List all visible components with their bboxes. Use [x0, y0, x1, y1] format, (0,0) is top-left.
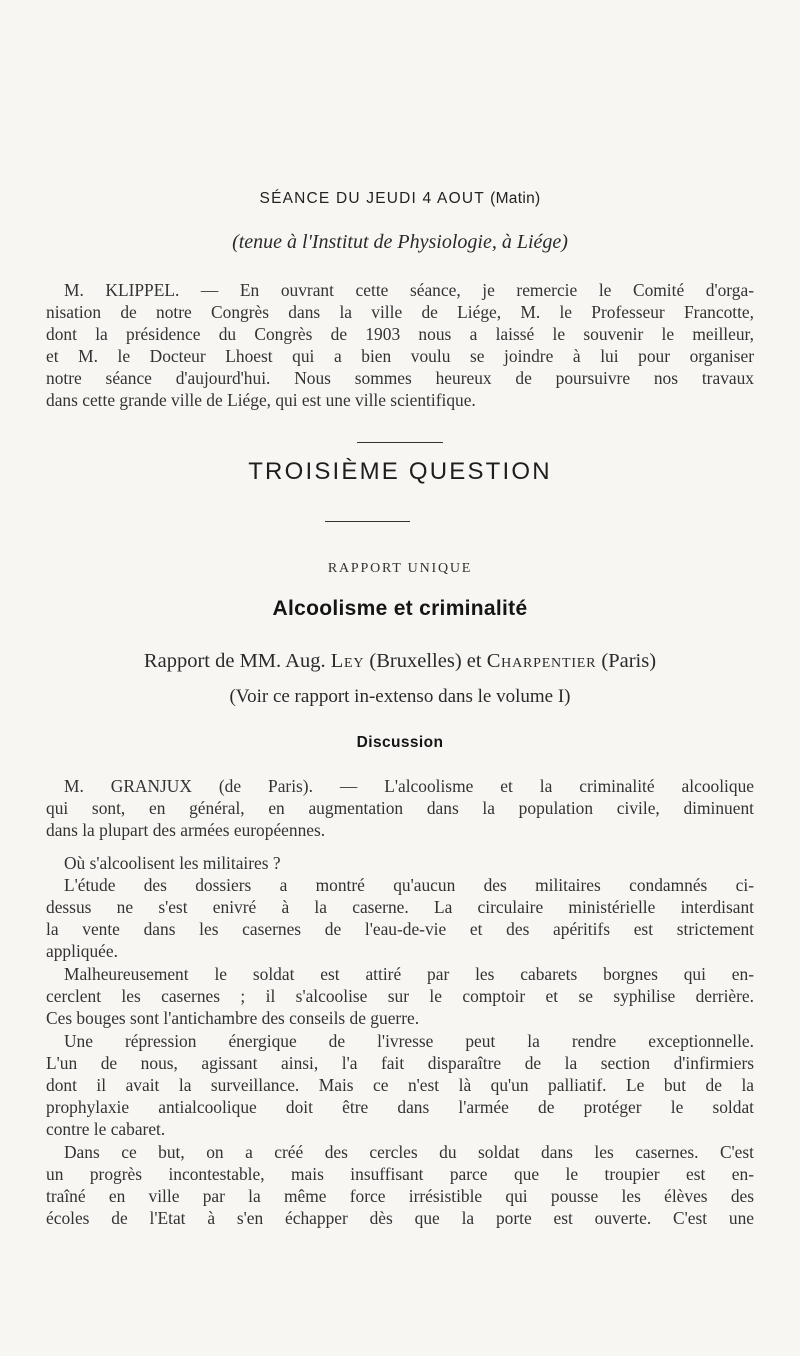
discussion-line: la vente dans les casernes de l'eau-de-vie et des apéritifs est strictement: [46, 919, 754, 940]
discussion-line: cerclent les casernes ; il s'alcoolise sur le comptoir et se syphilise derrière.: [46, 986, 754, 1007]
discussion-paragraph-1: [46, 775, 754, 841]
session-heading: [0, 190, 800, 208]
intro-line: dans cette grande ville de Liége, qui est une ville scientifique.: [46, 390, 476, 411]
discussion-line: Une répression énergique de l'ivresse peut la rendre exceptionnelle.: [64, 1031, 754, 1051]
discussion-speaker: M. GRANJUX: [64, 776, 192, 796]
discussion-line: appliquée.: [46, 941, 118, 962]
intro-line: dont la présidence du Congrès de 1903 nous a laissé le souvenir le meilleur,: [46, 324, 754, 345]
discussion-line: dessus ne s'est enivré à la caserne. La circulaire ministérielle interdisant: [46, 897, 754, 918]
discussion-line: Ces bouges sont l'antichambre des conseils de guerre.: [46, 1008, 420, 1029]
intro-line: et M. le Docteur Lhoest qui a bien voulu se joindre à lui pour organiser: [46, 346, 754, 367]
discussion-line: dans la plupart des armées européennes.: [46, 820, 326, 841]
discussion-line: écoles de l'Etat à s'en échapper dès que la porte est ouverte. C'est une: [46, 1208, 754, 1229]
report-label: RAPPORT UNIQUE: [327, 561, 473, 576]
intro-line-text: — En ouvrant cette séance, je remercie le Comité d'orga-: [179, 280, 754, 300]
discussion-line: contre le cabaret.: [46, 1119, 166, 1140]
report-authors: [0, 650, 800, 673]
intro-line: [46, 279, 754, 301]
question-title: TROISIÈME QUESTION: [248, 458, 552, 485]
discussion-paragraph-2: [46, 852, 754, 874]
session-venue: (tenue à l'Institut de Physiologie, à Liége): [232, 231, 568, 253]
discussion-line: prophylaxie antialcoolique doit être dans l'armée de protéger le soldat: [46, 1097, 754, 1118]
discussion-line: Malheureusement le soldat est attiré par les cabarets borgnes qui en-: [64, 964, 754, 984]
discussion-line: [46, 775, 754, 797]
intro-line: notre séance d'aujourd'hui. Nous sommes heureux de poursuivre nos travaux: [46, 368, 754, 389]
discussion-title: Discussion: [356, 734, 444, 751]
session-time: (Matin): [490, 190, 541, 207]
discussion-paragraph-6: [46, 1141, 754, 1229]
author1-city: (Bruxelles) et: [364, 650, 487, 672]
author-charpentier: Charpentier: [486, 650, 597, 672]
intro-line: nisation de notre Congrès dans la ville de Liége, M. le Professeur Francotte,: [46, 302, 754, 323]
discussion-line: qui sont, en général, en augmentation dans la population civile, diminuent: [46, 798, 754, 819]
discussion-line-text: (de Paris). — L'alcoolisme et la criminalité alcoolique: [191, 776, 754, 796]
discussion-line: dont il avait la surveillance. Mais ce n'est là qu'un palliatif. Le but de la: [46, 1075, 754, 1096]
report-note: (Voir ce rapport in-extenso dans le volume I): [229, 686, 571, 707]
discussion-line: L'étude des dossiers a montré qu'aucun des militaires condamnés ci-: [64, 875, 754, 895]
intro-speaker: M. KLIPPEL.: [64, 280, 180, 300]
discussion-line: L'un de nous, agissant ainsi, l'a fait disparaître de la section d'infirmiers: [46, 1053, 754, 1074]
discussion-paragraph-4: [46, 963, 754, 1029]
author2-city: (Paris): [596, 650, 657, 672]
discussion-line: Dans ce but, on a créé des cercles du soldat dans les casernes. C'est: [64, 1142, 754, 1162]
divider-rule-top: [357, 442, 443, 443]
author-ley: Ley: [330, 650, 365, 672]
discussion-paragraph-3: [46, 874, 754, 962]
intro-paragraph: [46, 279, 754, 412]
divider-rule-bottom: [325, 521, 410, 522]
session-heading-text: SÉANCE DU JEUDI 4 AOUT: [259, 190, 485, 207]
discussion-paragraph-5: [46, 1030, 754, 1140]
discussion-line: Où s'alcoolisent les militaires ?: [64, 853, 281, 873]
report-title: Alcoolisme et criminalité: [272, 597, 528, 620]
authors-prefix: Rapport de MM. Aug.: [143, 650, 331, 672]
discussion-line: traîné en ville par la même force irrésistible qui pousse les élèves des: [46, 1186, 754, 1207]
discussion-line: un progrès incontestable, mais insuffisant parce que le troupier est en-: [46, 1164, 754, 1185]
